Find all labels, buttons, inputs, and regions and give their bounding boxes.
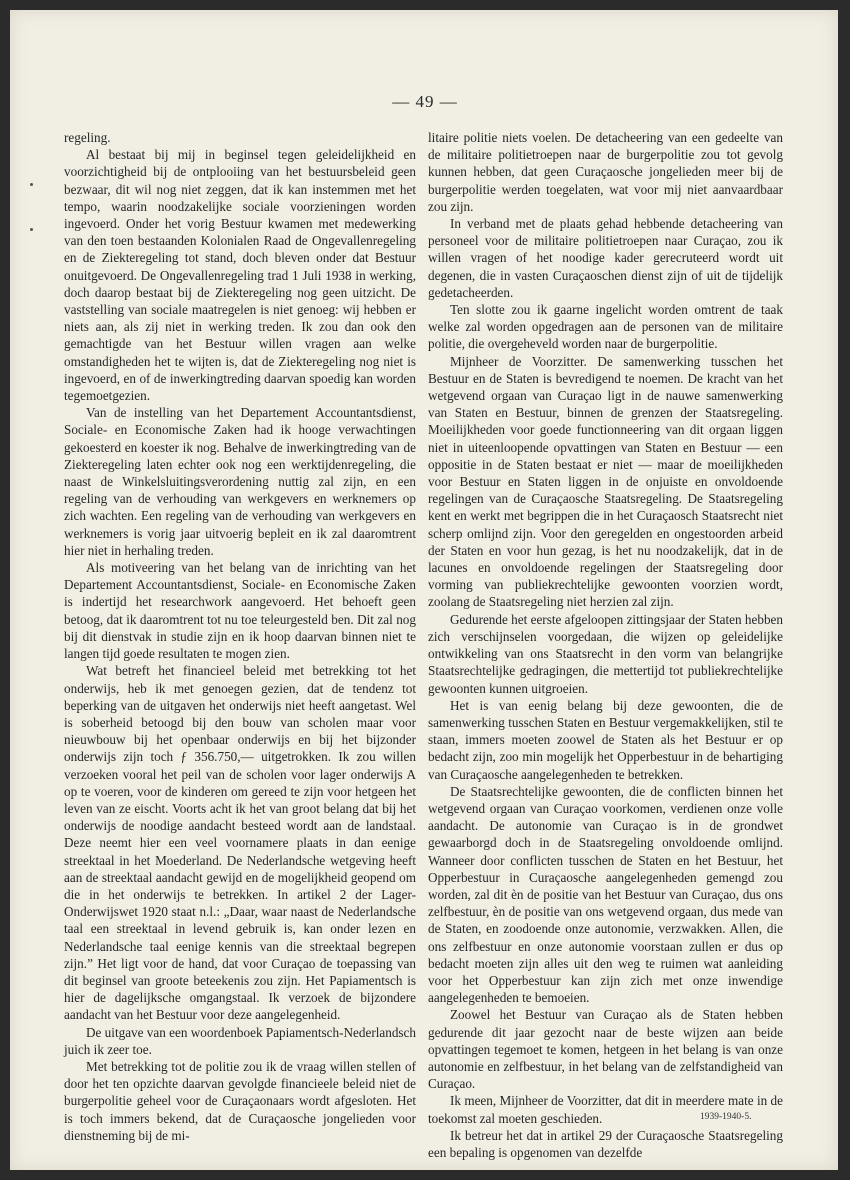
- paragraph: Wat betreft het financieel beleid met betrekking tot het onderwijs, heb ik met genoegen gezien, dat de tendenz tot beperking van de uitgaven het onderwijs niet heeft aangetast. Wel is soberheid betoogd bij den bouw van scholen maar voor nieuwbouw bij het openbaar onderwijs en bij het bijzonder onderwijs zijn toch ƒ 356.750,— uitgetrokken. Ik zou willen verzoeken vooral het peil van de scholen voor lager onderwijs A op te voeren, voor de kinderen om gereed te zijn voor hetgeen het leven van ze eischt. Voorts acht ik het van groot belang dat bij het onderwijs de noodige aandacht besteed wordt aan de landstaal. Deze neemt hier een veel voornamere plaats in dan eenige streektaal in het Moederland. De Nederlandsche wetgeving heeft aan de streektaal aandacht gewijd en de mogelijkheid geopend om die in het onderwijs te betrekken. In artikel 2 der Lager-Onderwijswet 1920 staat n.l.: „Daar, waar naast de Nederlandsche taal een streektaal in levend gebruik is, kan onder lezen en Nederlandsche taal eenige kennis van die streektaal begrepen zijn.” Het ligt voor de hand, dat voor Curaçao de toepassing van dit beginsel van groote beteekenis zou zijn. Het Papiamentsch is hier de dagelijksche omgangstaal. Ik verzoek de bijzondere aandacht van het Bestuur voor deze aangelegenheid.: [64, 663, 416, 1023]
- paragraph: Met betrekking tot de politie zou ik de vraag willen stellen of door het ten opzichte daarvan gevolgde financieele beleid niet de burgerpolitie geheel voor de Curaçaonaars wordt afgesloten. Het is toch immers bekend, dat de Curaçaosche jongelieden voor dienstneming bij de mi-: [64, 1058, 416, 1143]
- paragraph: Ten slotte zou ik gaarne ingelicht worden omtrent de taak welke zal worden opgedragen aan de personen van de militaire politie, die overgeheveld worden naar de burgerpolitie.: [428, 302, 783, 352]
- paragraph: Al bestaat bij mij in beginsel tegen geleidelijkheid en voorzichtigheid bij de ontplooiing van het bestuursbeleid geen bezwaar, dit wil nog niet zeggen, dat ik kan instemmen met het tempo, waarin noodzakelijke sociale voorzieningen worden ingevoerd. Onder het vorig Bestuur kwamen met medewerking van den toen bestaanden Kolonialen Raad de Ongevallenregeling en de Ziekteregeling tot stand, doch bleven onder dat Bestuur onuitgevoerd. De Ongevallenregeling trad 1 Juli 1938 in werking, doch daarop bestaat bij de Ziekteregeling nog geen uitzicht. De vaststelling van sociale maatregelen is niet genoeg: wij hebben er niets aan, als zij niet in werking treden. Ik zou dan ook den gemachtigde van het Bestuur willen vragen aan welke omstandigheden het te wijten is, dat de Ziekteregeling nog niet is ingevoerd, en of de inwerkingtreding daarvan spoedig kan worden tegemoetgezien.: [64, 147, 416, 404]
- paragraph: Zoowel het Bestuur van Curaçao als de Staten hebben gedurende dit jaar gezocht naar de beste wijzen aan beide opvattingen tegemoet te komen, hetgeen in het belang is van onze autonomie en zelfbestuur, in het belang van de zelfstandigheid van Curaçao.: [428, 1007, 783, 1092]
- footer-reference: 1939-1940-5.: [700, 1112, 752, 1122]
- binding-hole-mark: [30, 228, 33, 231]
- paragraph: In verband met de plaats gehad hebbende detacheering van personeel voor de militaire politietroepen naar Curaçao, zou ik willen vragen of het noodige kader gerecruteerd wordt uit degenen, die in vasten Curaçaoschen dienst zijn of uit de tijdelijk gedetacheerden.: [428, 216, 783, 300]
- paragraph: regeling.: [64, 130, 111, 145]
- paragraph: Ik betreur het dat in artikel 29 der Curaçaosche Staatsregeling een bepaling is opgenomen van dezelfde: [428, 1127, 783, 1160]
- paragraph: Ik meen, Mijnheer de Voorzitter, dat dit in meerdere mate in de toekomst zal moeten geschieden.: [428, 1093, 783, 1126]
- paragraph: Van de instelling van het Departement Accountantsdienst, Sociale- en Economische Zaken had ik hooge verwachtingen gekoesterd en koester ik nog. Behalve de inwerkingtreding van de Ziekteregeling laten echter ook nog een werktijdenregeling, die naast de Winkelsluitingsverordening nuttig zal zijn, en een regeling van de verhouding van werkgevers en werknemers op zich wachten. Een regeling van de verhouding van werkgevers en werknemers is vorig jaar uitvoerig bepleit en ik zal daaromtrent hier niet in herhaling treden.: [64, 405, 416, 558]
- page-number: — 49 —: [392, 92, 458, 111]
- binding-hole-mark: [30, 183, 33, 186]
- left-column: [64, 129, 416, 1143]
- paragraph: Het is van eenig belang bij deze gewoonten, die de samenwerking tusschen Staten en Bestuur vergemakkelijken, stil te staan, immers moeten zoowel de Staten als het Bestuur er op bedacht zijn, zoo min mogelijk het Opperbestuur in de behartiging van Curaçaosche aangelegenheden te betrekken.: [428, 697, 783, 782]
- paragraph: De Staatsrechtelijke gewoonten, die de conflicten binnen het wetgevend orgaan van Curaçao voorkomen, verdienen onze volle aandacht. De autonomie van Curaçao is in de grondwet gewaarborgd doch in de Staatsregeling onvoldoende omlijnd. Wanneer door conflicten tusschen de Staten en het Bestuur, het Opperbestuur in Curaçaosche aangelegenheden gemengd zou worden, zal dit èn de positie van het Bestuur van Curaçao, dus ons zelfbestuur, èn de positie van ons wetgevend orgaan, dus mede van de Staten, en zoodoende onze autonomie, verzwakken. Allen, die ons zelfbestuur en onze autonomie voorstaan zullen er dus op bedacht moeten zijn alles uit den weg te ruimen wat aanleiding voor het Opperbestuur kan zijn zich met onze inwendige aangelegenheden te bemoeien.: [428, 783, 783, 1006]
- paragraph: Mijnheer de Voorzitter. De samenwerking tusschen het Bestuur en de Staten is bevredigend te noemen. De kracht van het wetgevend orgaan van Curaçao ligt in de nauwe samenwerking van Staten en Bestuur, binnen de grenzen der Staatsregeling. Moeilijkheden voor goede functionneering van dit orgaan liggen niet in uiteenloopende opvattingen van Staten en Bestuur — een oppositie in de Staten bestaat er niet — maar de moeilijkheden voor Bestuur en Staten liggen in de onjuiste en onvoldoende regelingen van de Curaçaosche Staatsregeling. De Staatsregeling kent en werkt met begrippen die in het Curaçaosch Staatsrecht niet scherp omlijnd zijn. Voor den geregelden en ongestoorden arbeid der Staten en voor hun gezag, is het nu noodzakelijk, dat in de lacunes en onvoldoende regelingen der Staatsregeling door vorming van publiekrechtelijke gewoonten voorzien wordt, zoolang de Staatsregeling niet herzien zal zijn.: [428, 353, 783, 610]
- paragraph: Gedurende het eerste afgeloopen zittingsjaar der Staten hebben zich verschijnselen voorgedaan, die wijzen op geleidelijke ontwikkeling van ons Staatsrecht in den vorm van belangrijke Staatsrechtelijke gedragingen, die mettertijd tot publiekrechtelijke gewoonten kunnen uitgroeien.: [428, 611, 783, 696]
- paragraph: De uitgave van een woordenboek Papiamentsch-Nederlandsch juich ik zeer toe.: [64, 1024, 416, 1057]
- paragraph: Als motiveering van het belang van de inrichting van het Departement Accountantsdienst, Sociale- en Economische Zaken is indertijd het researchwork aangevoerd. Het behoeft geen betoog, dat ik daaromtrent tot nu toe teleurgesteld ben. Dit zal nog bij dit dienstvak in studie zijn en ik hoop daarvan binnen niet te langen tijd goede resultaten te mogen zien.: [64, 560, 416, 662]
- paragraph: litaire politie niets voelen. De detacheering van een gedeelte van de militaire politietroepen naar de burgerpolitie zou tot gevolg kunnen hebben, dat geen Curaçaosche jongelieden meer bij de burgerpolitie werden toegelaten, wat voor mij niet aanvaardbaar zou zijn.: [428, 130, 783, 214]
